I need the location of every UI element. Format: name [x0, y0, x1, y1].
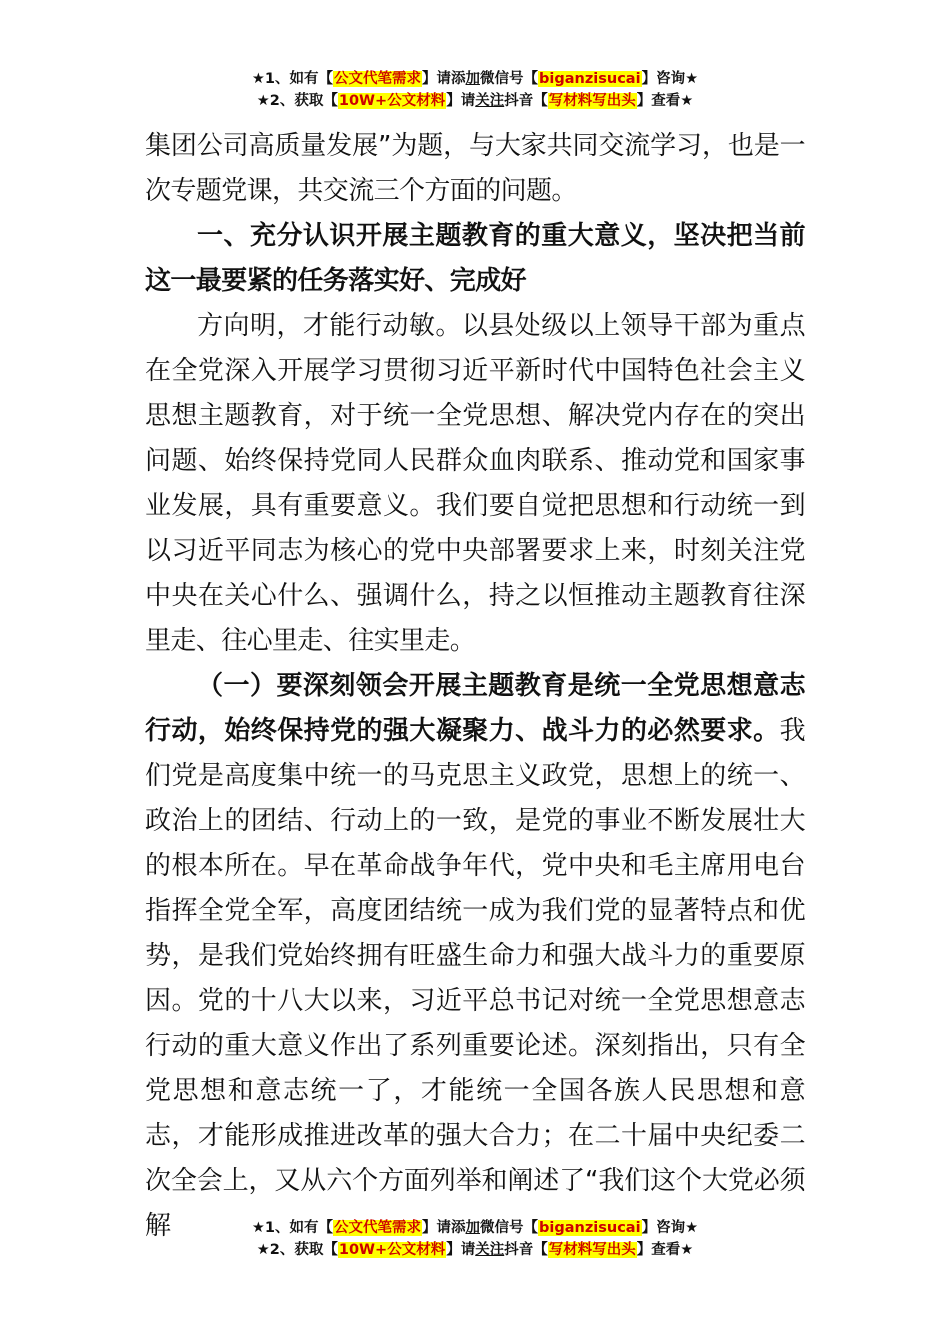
banner-text: 】请添	[422, 1220, 466, 1236]
footer-banner-line-1	[0, 1217, 950, 1239]
banner-text: 】请	[446, 1242, 476, 1258]
banner-text: 加	[465, 71, 481, 87]
highlight-service: 公文代笔需求	[334, 1220, 422, 1236]
banner-text: 抖音【	[504, 1242, 548, 1258]
banner-text: 关注	[475, 93, 505, 109]
paragraph-intro: 集团公司高质量发展”为题，与大家共同交流学习，也是一次专题党课，共交流三个方面的问题。	[145, 131, 805, 206]
highlight-service: 公文代笔需求	[334, 71, 422, 87]
paragraph-3-text: 我们党是高度集中统一的马克思主义政党，思想上的统一、政治上的团结、行动上的一致，是党的事业不断发展壮大的根本所在。早在革命战争年代，党中央和毛主席用电台指挥全党全军，高度团结统一成为我们党的显著特点和优势，是我们党始终拥有旺盛生命力和强大战斗力的重要原因。党的十八大以来，习近平总书记对统一全党思想意志行动的重大意义作出了系列重要论述。深刻指出，只有全党思想和意志统一了，才能统一全国各族人民思想和意志，才能形成推进改革的强大合力；在二十届中央纪委二次全会上，又从六个方面列举和阐述了“我们这个大党必须解	[145, 716, 805, 1241]
banner-text: ★1、如有【	[251, 71, 334, 87]
subheading-1: （一）要深刻领会开展主题教育是统一全党思想意志行动，始终保持党的强大凝聚力、战斗力的必然要求。	[145, 671, 805, 746]
banner-text: 】请添	[422, 71, 466, 87]
header-banner-line-2	[0, 90, 950, 112]
banner-text: 微信号【	[480, 71, 539, 87]
banner-text: 】咨询★	[641, 71, 699, 87]
highlight-wechat-id: biganzisucai	[539, 71, 641, 87]
section-heading-1: 一、充分认识开展主题教育的重大意义，坚决把当前这一最要紧的任务落实好、完成好	[145, 221, 805, 296]
document-body	[145, 124, 805, 1249]
banner-text: 】查看★	[636, 1242, 694, 1258]
footer-banner-line-2	[0, 1239, 950, 1261]
highlight-douyin: 写材料写出头	[548, 93, 636, 109]
header-banner	[0, 68, 950, 112]
header-banner-line-1	[0, 68, 950, 90]
banner-text: 抖音【	[504, 93, 548, 109]
banner-text: ★2、获取【	[256, 1242, 338, 1258]
paragraph-2: 方向明，才能行动敏。以县处级以上领导干部为重点在全党深入开展学习贯彻习近平新时代中国特色社会主义思想主题教育，对于统一全党思想、解决党内存在的突出问题、始终保持党同人民群众血肉联系、推动党和国家事业发展，具有重要意义。我们要自觉把思想和行动统一到以习近平同志为核心的党中央部署要求上来，时刻关注党中央在关心什么、强调什么，持之以恒推动主题教育往深里走、往心里走、往实里走。	[145, 311, 805, 656]
banner-text: 】查看★	[636, 93, 694, 109]
banner-text: ★1、如有【	[251, 1220, 334, 1236]
highlight-douyin: 写材料写出头	[548, 1242, 636, 1258]
banner-text: 加	[465, 1220, 481, 1236]
banner-text: 关注	[475, 1242, 505, 1258]
highlight-wechat-id: biganzisucai	[539, 1220, 641, 1236]
banner-text: 】咨询★	[641, 1220, 699, 1236]
banner-text: 】请	[446, 93, 476, 109]
paragraph-3	[145, 664, 805, 1249]
highlight-materials: 10W+公文材料	[338, 1242, 446, 1258]
banner-text: ★2、获取【	[256, 93, 338, 109]
highlight-materials: 10W+公文材料	[338, 93, 446, 109]
footer-banner	[0, 1217, 950, 1261]
banner-text: 微信号【	[480, 1220, 539, 1236]
